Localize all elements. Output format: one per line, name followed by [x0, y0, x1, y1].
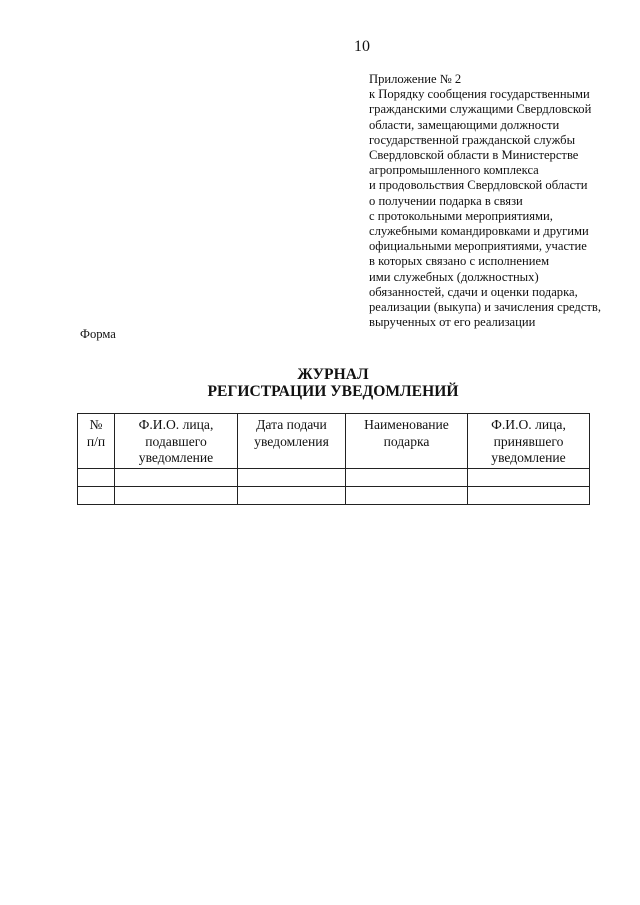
appendix-line: официальными мероприятиями, участие [369, 239, 587, 254]
table-cell [238, 468, 346, 486]
table-cell [78, 486, 115, 504]
table-row [78, 468, 590, 486]
appendix-line: служебными командировками и другими [369, 224, 589, 239]
table-cell [78, 468, 115, 486]
table-row [78, 486, 590, 504]
table-header-row [78, 414, 590, 469]
header-submitter-name: Ф.И.О. лица, подавшего уведомление [115, 414, 238, 469]
journal-table [77, 413, 590, 505]
appendix-line: Свердловской области в Министерстве [369, 148, 579, 163]
appendix-line: вырученных от его реализации [369, 315, 536, 330]
appendix-line: ими служебных (должностных) [369, 269, 539, 284]
appendix-block [369, 72, 631, 330]
table-cell [115, 486, 238, 504]
appendix-line: гражданскими служащими Свердловской [369, 102, 592, 117]
journal-title-line1: ЖУРНАЛ [297, 366, 369, 383]
table-cell [115, 468, 238, 486]
header-submission-date: Дата подачи уведомления [238, 414, 346, 469]
table-cell [346, 468, 468, 486]
header-receiver-name: Ф.И.О. лица, принявшего уведомление [468, 414, 590, 469]
appendix-line: области, замещающими должности [369, 117, 560, 132]
appendix-line: в которых связано с исполнением [369, 254, 550, 269]
appendix-line: Приложение № 2 [369, 72, 462, 86]
journal-title-line2: РЕГИСТРАЦИИ УВЕДОМЛЕНИЙ [207, 383, 459, 400]
table-cell [238, 486, 346, 504]
form-label: Форма [80, 327, 116, 341]
appendix-line: реализации (выкупа) и зачисления средств, [369, 300, 602, 315]
appendix-line: и продовольствия Свердловской области [369, 178, 588, 193]
appendix-line: с протокольными мероприятиями, [369, 208, 553, 223]
appendix-line: государственной гражданской службы [369, 132, 576, 147]
page-number: 10 [354, 38, 370, 55]
table-cell [468, 468, 590, 486]
appendix-line: обязанностей, сдачи и оценки подарка, [369, 284, 578, 299]
table-cell [346, 486, 468, 504]
header-gift-name: Наименование подарка [346, 414, 468, 469]
table-cell [468, 486, 590, 504]
appendix-line: о получении подарка в связи [369, 193, 523, 208]
appendix-line: к Порядку сообщения государственными [369, 87, 590, 102]
header-number: № п/п [78, 414, 115, 469]
appendix-line: агропромышленного комплекса [369, 163, 539, 178]
journal-title [76, 366, 590, 400]
